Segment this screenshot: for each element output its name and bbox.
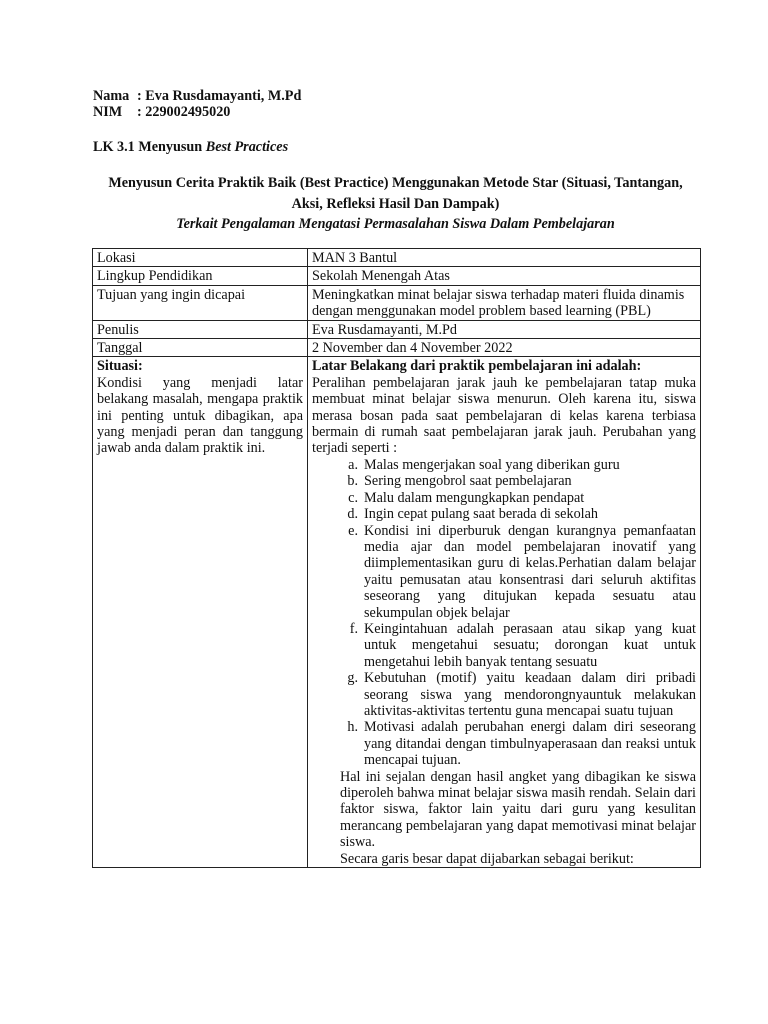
row-label: Penulis — [93, 320, 308, 338]
lk-prefix: LK 3.1 Menyusun — [93, 139, 206, 155]
list-item — [312, 506, 696, 522]
list-marker: d. — [347, 506, 358, 523]
list-item — [312, 523, 696, 621]
list-item — [312, 473, 696, 489]
table-row — [93, 267, 701, 285]
list-text: Malas mengerjakan soal yang diberikan guru — [364, 456, 620, 473]
list-marker: a. — [348, 456, 358, 473]
title-line-2: Terkait Pengalaman Mengatasi Permasalahan Siswa Dalam Pembelajaran — [176, 216, 615, 232]
row-value: Sekolah Menengah Atas — [308, 267, 701, 285]
list-marker: b. — [347, 473, 358, 490]
list-item — [312, 457, 696, 473]
situasi-intro: Peralihan pembelajaran jarak jauh ke pembelajaran tatap muka membuat minat belajar siswa menurun. Oleh karena itu, siswa merasa bosan pada saat pembelajaran di kelas karena terbiasa bermain di rumah saat pembelajaran jarak jauh. Perubahan yang terjadi seperti : — [312, 374, 696, 457]
row-label: Lingkup Pendidikan — [93, 267, 308, 285]
list-text: Keingintahuan adalah perasaan atau sikap yang kuat untuk mengetahui sesuatu; dorongan kuat untuk mengetahui lebih banyak tentang sesuatu — [364, 620, 696, 670]
row-label: Tanggal — [93, 339, 308, 357]
row-value: MAN 3 Bantul — [308, 249, 701, 267]
nim-row — [93, 104, 301, 120]
nim-value: : 229002495020 — [137, 104, 231, 121]
title-line-1: Menyusun Cerita Praktik Baik (Best Practice) Menggunakan Metode Star (Situasi, Tantangan, Aksi, Refleksi Hasil Dan Dampak) — [108, 175, 683, 212]
list-text: Sering mengobrol saat pembelajaran — [364, 473, 572, 490]
document-title — [93, 173, 698, 235]
list-text: Malu dalam mengungkapkan pendapat — [364, 489, 585, 506]
situasi-content-cell — [308, 357, 701, 868]
list-item — [312, 490, 696, 506]
row-value: Eva Rusdamayanti, M.Pd — [308, 320, 701, 338]
situasi-row — [93, 357, 701, 868]
list-marker: h. — [347, 719, 358, 736]
situasi-description: Kondisi yang menjadi latar belakang masalah, mengapa praktik ini penting untuk dibagikan, apa yang menjadi peran dan tanggung jawab anda dalam praktik ini. — [97, 374, 303, 457]
table-row — [93, 320, 701, 338]
list-marker: c. — [348, 489, 358, 506]
situasi-label: Situasi: — [97, 358, 143, 375]
table-row — [93, 339, 701, 357]
nim-label: NIM — [93, 104, 123, 121]
list-marker: f. — [349, 620, 358, 637]
nama-label: Nama — [93, 88, 130, 104]
list-text: Motivasi adalah perubahan energi dalam diri seseorang yang ditandai dengan timbulnyaperasaan dan reaksi untuk mencapai tujuan. — [364, 719, 696, 769]
nama-row — [93, 88, 301, 104]
row-value: Meningkatkan minat belajar siswa terhadap materi fluida dinamis dengan menggunakan model problem based learning (PBL) — [308, 285, 701, 320]
list-text: Ingin cepat pulang saat berada di sekolah — [364, 506, 599, 523]
list-marker: g. — [347, 670, 358, 687]
changes-list — [312, 457, 696, 769]
situasi-last-line: Secara garis besar dapat dijabarkan sebagai berikut: — [340, 850, 634, 867]
lk-heading — [93, 139, 288, 155]
list-text: Kondisi ini diperburuk dengan kurangnya pemanfaatan media ajar dan model pembelajaran inovatif yang diimplementasikan guru di kelas.Perhatian dalam belajar yaitu pemusatan atau konsentrasi dari seluruh aktifitas seseorang yang ditujukan kepada sesuatu atau sekumpulan objek belajar — [364, 522, 696, 621]
list-marker: e. — [348, 522, 358, 539]
situasi-closing: Hal ini sejalan dengan hasil angket yang dibagikan ke siswa diperoleh bahwa minat belajar siswa masih rendah. Selain dari faktor siswa, faktor lain yaitu dari guru yang kesulitan merancang pembelajaran yang dapat memotivasi minat belajar siswa. — [340, 768, 696, 851]
table-row — [93, 285, 701, 320]
list-item — [312, 719, 696, 768]
situasi-label-cell — [93, 357, 308, 868]
list-text: Kebutuhan (motif) yaitu keadaan dalam diri pribadi seorang siswa yang mendorongnyauntuk melakukan aktivitas-aktivitas tertentu guna mencapai suatu tujuan — [364, 670, 696, 719]
list-item — [312, 621, 696, 670]
table-row — [93, 249, 701, 267]
list-item — [312, 670, 696, 719]
row-label: Lokasi — [93, 249, 308, 267]
identity-header — [93, 88, 301, 121]
lk-italic: Best Practices — [205, 139, 289, 155]
nama-value: : Eva Rusdamayanti, M.Pd — [137, 88, 302, 104]
row-label: Tujuan yang ingin dicapai — [93, 285, 308, 320]
situasi-heading: Latar Belakang dari praktik pembelajaran ini adalah: — [312, 358, 642, 375]
practice-table — [92, 248, 701, 868]
row-value: 2 November dan 4 November 2022 — [308, 339, 701, 357]
